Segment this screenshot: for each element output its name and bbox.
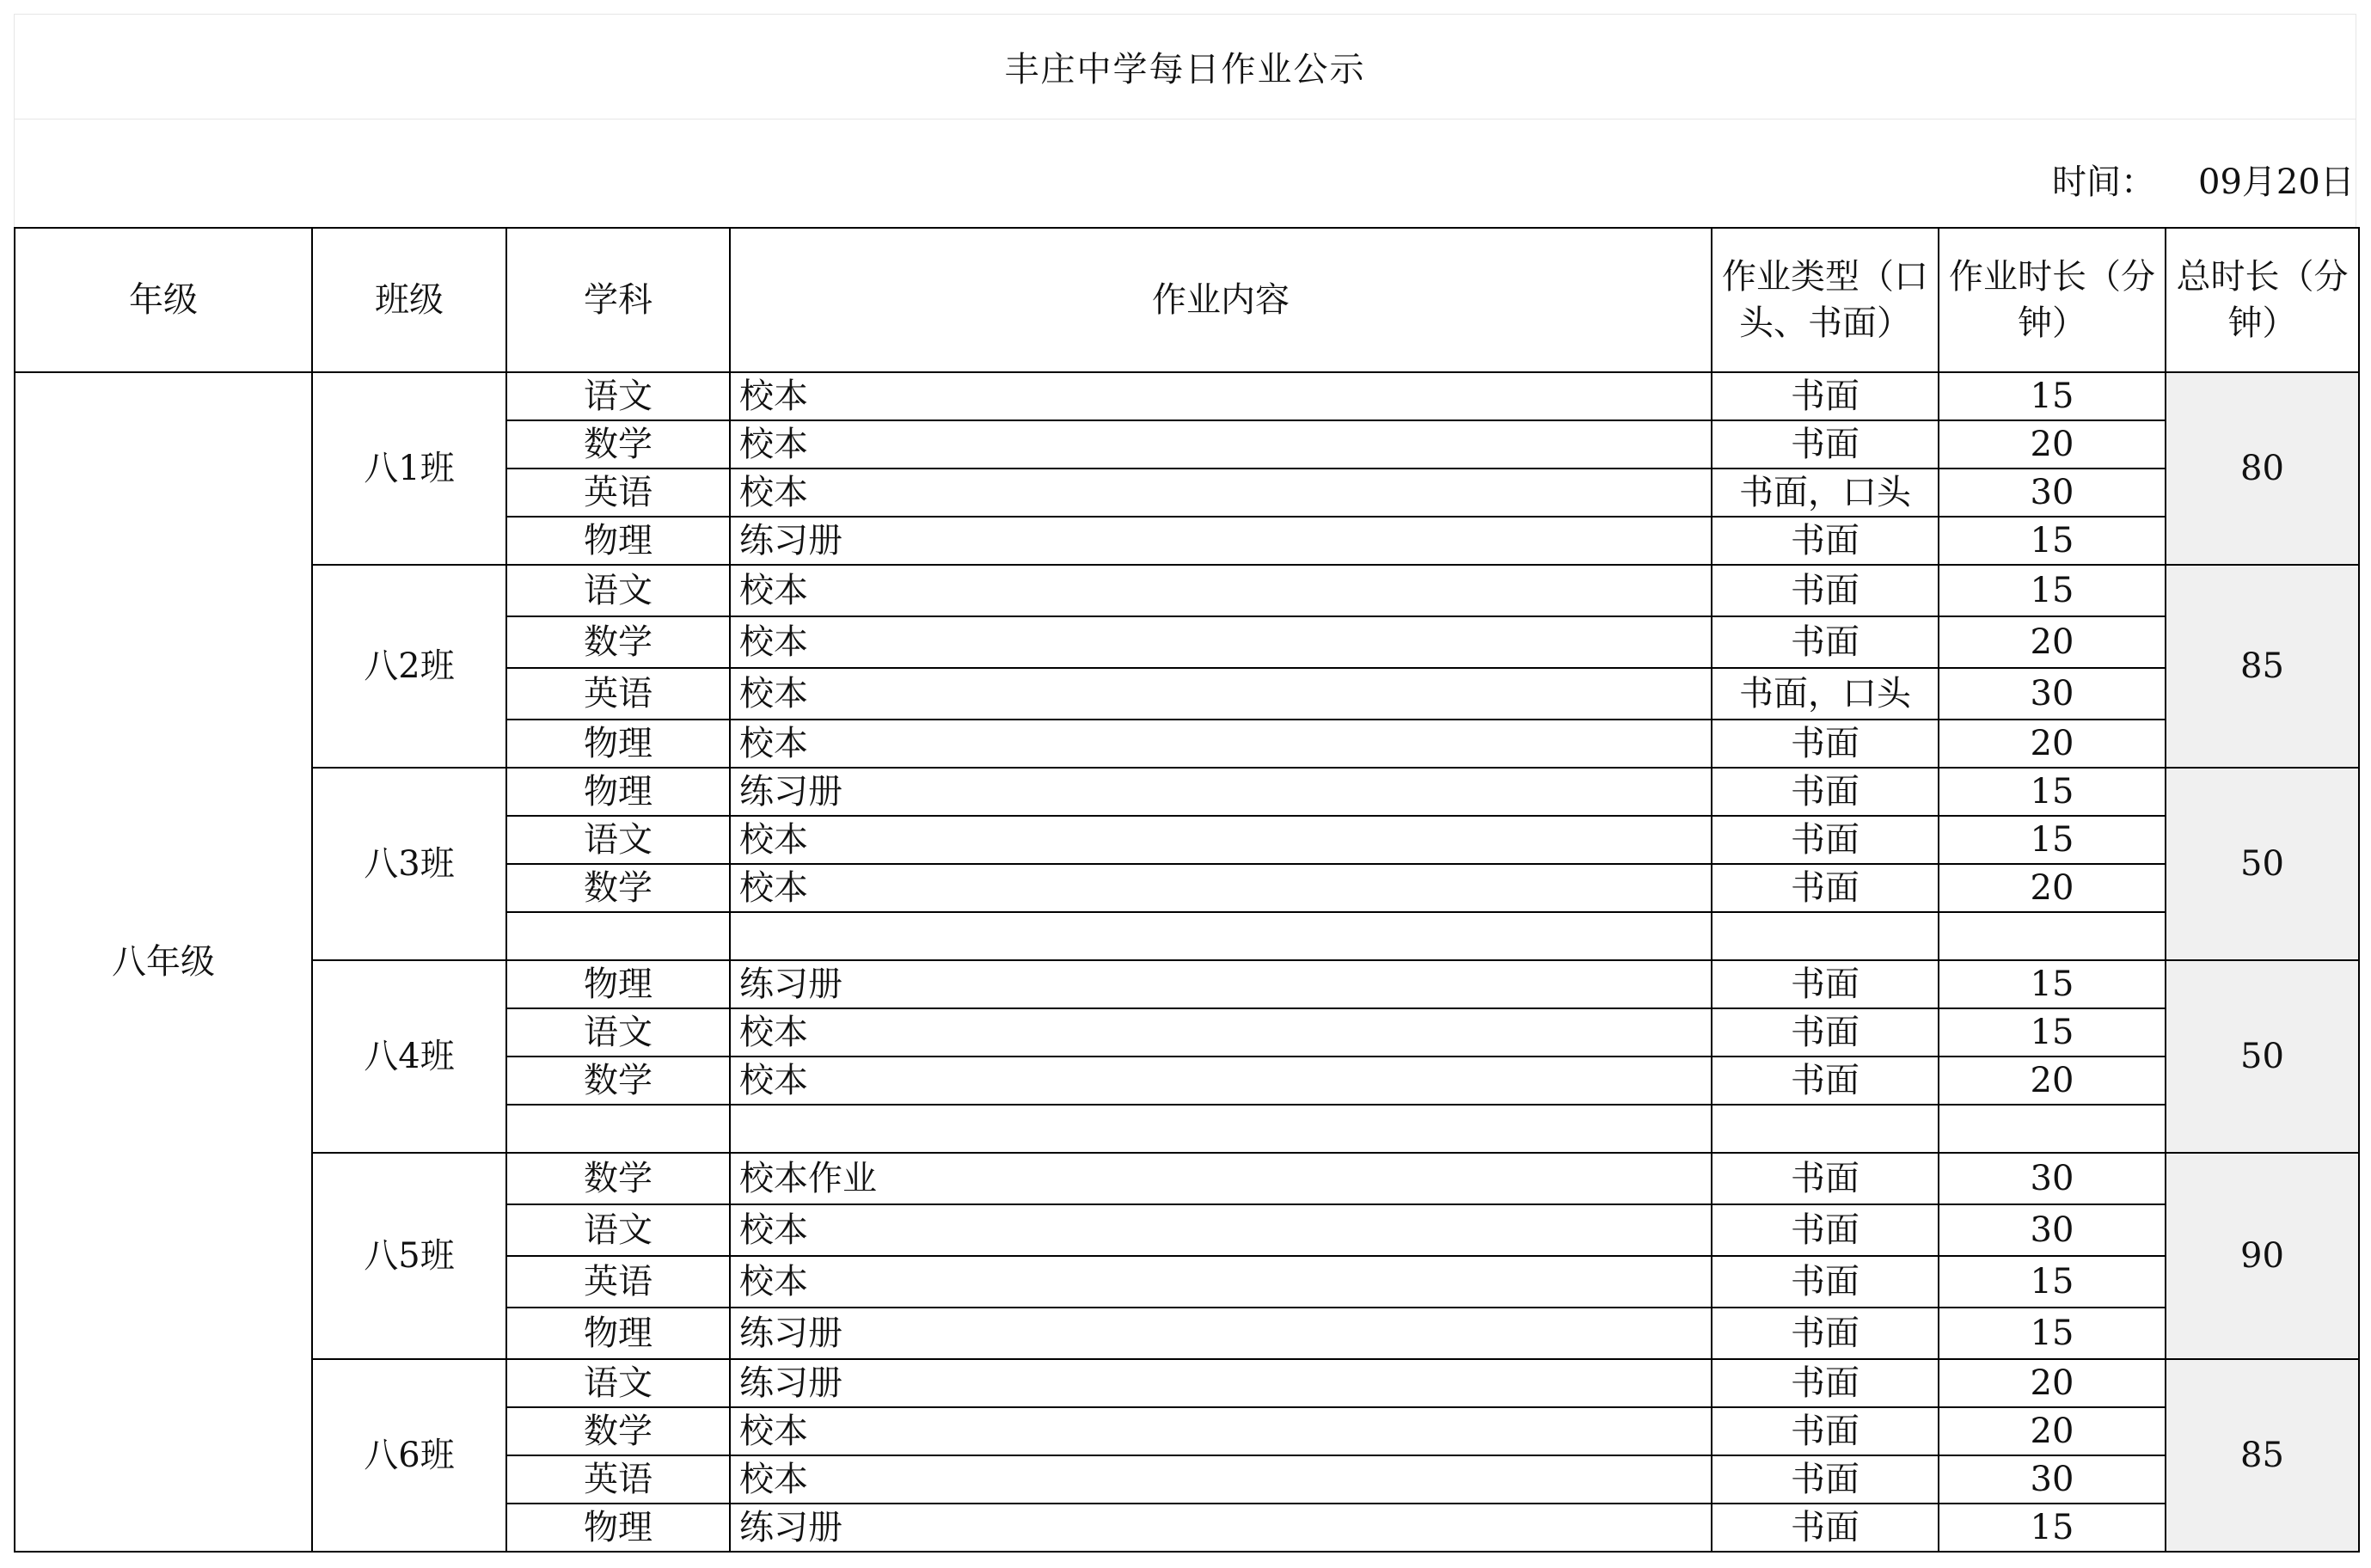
content-cell: 校本作业 [730, 1153, 1712, 1204]
subject-cell: 英语 [506, 1455, 730, 1504]
content-cell: 校本 [730, 1256, 1712, 1308]
total-cell: 80 [2166, 372, 2359, 565]
subject-cell: 数学 [506, 1057, 730, 1105]
subject-cell: 数学 [506, 616, 730, 668]
content-cell: 练习册 [730, 1359, 1712, 1407]
duration-cell: 20 [1939, 720, 2166, 768]
type-cell: 书面 [1712, 517, 1939, 565]
class-name-cell: 八5班 [312, 1153, 506, 1359]
duration-cell: 30 [1939, 1153, 2166, 1204]
type-cell: 书面 [1712, 1057, 1939, 1105]
content-cell: 校本 [730, 1008, 1712, 1057]
type-cell: 书面 [1712, 1256, 1939, 1308]
content-cell: 校本 [730, 372, 1712, 420]
subject-cell: 语文 [506, 372, 730, 420]
table-body [15, 372, 2359, 1552]
content-cell: 校本 [730, 565, 1712, 616]
table-row [15, 1359, 2359, 1407]
subject-cell: 数学 [506, 1153, 730, 1204]
subject-cell: 英语 [506, 668, 730, 720]
content-cell: 校本 [730, 469, 1712, 517]
subject-cell [506, 912, 730, 960]
subject-cell: 语文 [506, 1008, 730, 1057]
content-cell: 练习册 [730, 768, 1712, 816]
content-cell: 校本 [730, 720, 1712, 768]
subject-cell: 物理 [506, 768, 730, 816]
content-cell: 校本 [730, 668, 1712, 720]
total-cell: 50 [2166, 960, 2359, 1153]
content-cell: 校本 [730, 616, 1712, 668]
duration-cell: 15 [1939, 372, 2166, 420]
content-cell [730, 1105, 1712, 1153]
header-subject: 学科 [506, 228, 730, 372]
header-type: 作业类型（口头、书面） [1712, 228, 1939, 372]
duration-cell [1939, 912, 2166, 960]
content-cell: 练习册 [730, 1504, 1712, 1552]
content-cell: 校本 [730, 1204, 1712, 1256]
subject-cell [506, 1105, 730, 1153]
type-cell: 书面 [1712, 768, 1939, 816]
duration-cell: 20 [1939, 420, 2166, 469]
subject-cell: 英语 [506, 469, 730, 517]
content-cell: 校本 [730, 420, 1712, 469]
type-cell: 书面 [1712, 1204, 1939, 1256]
header-content: 作业内容 [730, 228, 1712, 372]
subject-cell: 语文 [506, 1204, 730, 1256]
subject-cell: 语文 [506, 816, 730, 864]
table-row [15, 372, 2359, 420]
duration-cell [1939, 1105, 2166, 1153]
class-name-cell: 八3班 [312, 768, 506, 960]
subject-cell: 数学 [506, 420, 730, 469]
duration-cell: 30 [1939, 469, 2166, 517]
class-name-cell: 八1班 [312, 372, 506, 565]
type-cell: 书面 [1712, 1455, 1939, 1504]
duration-cell: 20 [1939, 864, 2166, 912]
type-cell: 书面 [1712, 372, 1939, 420]
type-cell: 书面 [1712, 420, 1939, 469]
table-row [15, 565, 2359, 616]
content-cell: 练习册 [730, 1308, 1712, 1359]
date-value: 09月20日 [2198, 162, 2355, 202]
type-cell: 书面 [1712, 1504, 1939, 1552]
duration-cell: 20 [1939, 1057, 2166, 1105]
subject-cell: 数学 [506, 864, 730, 912]
type-cell: 书面 [1712, 1359, 1939, 1407]
content-cell: 练习册 [730, 517, 1712, 565]
duration-cell: 15 [1939, 1504, 2166, 1552]
duration-cell: 30 [1939, 668, 2166, 720]
page-title-bar [14, 14, 2356, 119]
date-label: 时间： [2052, 162, 2155, 202]
content-cell: 校本 [730, 1407, 1712, 1455]
subject-cell: 物理 [506, 960, 730, 1008]
duration-cell: 15 [1939, 1256, 2166, 1308]
page-title: 丰庄中学每日作业公示 [1004, 49, 1366, 89]
subject-cell: 语文 [506, 1359, 730, 1407]
duration-cell: 15 [1939, 1308, 2166, 1359]
type-cell: 书面，口头 [1712, 668, 1939, 720]
type-cell: 书面 [1712, 864, 1939, 912]
subject-cell: 物理 [506, 1308, 730, 1359]
type-cell: 书面 [1712, 960, 1939, 1008]
type-cell: 书面 [1712, 1153, 1939, 1204]
duration-cell: 15 [1939, 960, 2166, 1008]
duration-cell: 15 [1939, 517, 2166, 565]
content-cell: 校本 [730, 864, 1712, 912]
total-cell: 85 [2166, 565, 2359, 768]
type-cell [1712, 1105, 1939, 1153]
header-class: 班级 [312, 228, 506, 372]
subject-cell: 物理 [506, 517, 730, 565]
duration-cell: 15 [1939, 816, 2166, 864]
duration-cell: 20 [1939, 1359, 2166, 1407]
table-row [15, 960, 2359, 1008]
duration-cell: 30 [1939, 1204, 2166, 1256]
total-cell: 85 [2166, 1359, 2359, 1552]
subject-cell: 物理 [506, 720, 730, 768]
grade-cell: 八年级 [15, 372, 312, 1552]
total-cell: 50 [2166, 768, 2359, 960]
type-cell: 书面 [1712, 565, 1939, 616]
duration-cell: 15 [1939, 768, 2166, 816]
subject-cell: 数学 [506, 1407, 730, 1455]
table-row [15, 1153, 2359, 1204]
duration-cell: 15 [1939, 1008, 2166, 1057]
header-grade: 年级 [15, 228, 312, 372]
class-name-cell: 八2班 [312, 565, 506, 768]
header-total: 总时长（分钟） [2166, 228, 2359, 372]
content-cell: 校本 [730, 1057, 1712, 1105]
type-cell [1712, 912, 1939, 960]
table-row [15, 768, 2359, 816]
type-cell: 书面 [1712, 720, 1939, 768]
homework-table [14, 227, 2360, 1553]
total-cell: 90 [2166, 1153, 2359, 1359]
duration-cell: 15 [1939, 565, 2166, 616]
type-cell: 书面 [1712, 1008, 1939, 1057]
content-cell: 校本 [730, 816, 1712, 864]
type-cell: 书面 [1712, 1407, 1939, 1455]
subject-cell: 物理 [506, 1504, 730, 1552]
type-cell: 书面 [1712, 1308, 1939, 1359]
header-duration: 作业时长（分钟） [1939, 228, 2166, 372]
subject-cell: 语文 [506, 565, 730, 616]
content-cell: 校本 [730, 1455, 1712, 1504]
type-cell: 书面 [1712, 616, 1939, 668]
content-cell [730, 912, 1712, 960]
class-name-cell: 八6班 [312, 1359, 506, 1552]
duration-cell: 20 [1939, 1407, 2166, 1455]
class-name-cell: 八4班 [312, 960, 506, 1153]
type-cell: 书面，口头 [1712, 469, 1939, 517]
duration-cell: 20 [1939, 616, 2166, 668]
table-header-row [15, 228, 2359, 372]
type-cell: 书面 [1712, 816, 1939, 864]
subject-cell: 英语 [506, 1256, 730, 1308]
date-bar [14, 119, 2356, 227]
content-cell: 练习册 [730, 960, 1712, 1008]
duration-cell: 30 [1939, 1455, 2166, 1504]
